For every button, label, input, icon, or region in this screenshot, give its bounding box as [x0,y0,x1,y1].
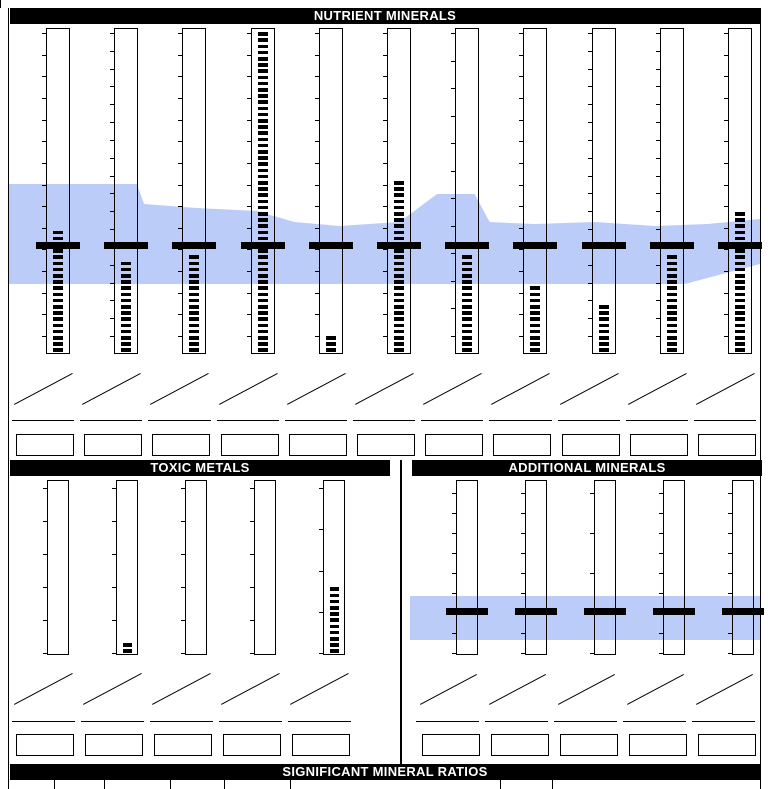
gauge-tube [732,480,754,655]
scale-tick-mark [383,120,387,121]
scale-tick-mark [659,653,663,654]
level-segment [330,625,339,629]
mineral-ratios-banner: SIGNIFICANT MINERAL RATIOS [10,764,760,780]
scale-tick-mark [112,653,116,654]
scale-tick-mark [112,488,116,489]
mineral-column-copper [351,0,419,789]
name-divider [83,673,142,705]
level-segment [394,317,404,321]
scale-tick-mark [43,587,47,588]
scale-tick-mark [383,293,387,294]
nutrient-minerals-banner: NUTRIENT MINERALS [10,8,760,24]
name-underline [288,721,351,722]
level-segment [394,224,404,228]
ideal-marker [515,608,557,615]
scale-tick-mark [659,513,663,514]
level-segment [394,330,404,334]
level-segment [330,637,339,641]
name-underline [623,721,686,722]
name-underline [554,721,617,722]
scale-tick-mark [521,553,525,554]
scale-tick-mark [250,521,254,522]
scale-tick-mark [181,587,185,588]
level-segment [394,293,404,297]
level-segment [394,206,404,210]
level-segment [394,324,404,328]
scale-tick-mark [319,529,323,530]
level-segment [394,348,404,352]
name-underline [485,721,548,722]
scale-tick-mark [452,513,456,514]
scale-tick-mark [452,633,456,634]
mineral-column-arsenic [217,0,286,789]
scale-tick-mark [728,593,732,594]
level-segment [394,181,404,185]
scale-tick-mark [590,533,594,534]
level-segment [394,311,404,315]
scale-tick-mark [728,493,732,494]
level-segment [394,342,404,346]
scale-tick-mark [590,493,594,494]
scale-tick-mark [250,620,254,621]
scale-tick-mark [383,336,387,337]
previous-test-value [422,734,480,756]
scale-tick-mark [521,533,525,534]
previous-test-value [85,734,143,756]
scale-tick-mark [590,573,594,574]
name-underline [692,721,755,722]
level-segment [394,193,404,197]
previous-test-value [629,734,687,756]
previous-test-value [292,734,350,756]
level-segment [394,336,404,340]
level-segment [394,218,404,222]
level-segment [123,643,132,647]
mineral-column-boron [690,0,759,789]
scale-tick-mark [728,513,732,514]
scale-tick-mark [659,593,663,594]
scale-tick-mark [383,76,387,77]
scale-tick-mark [383,249,387,250]
additional-minerals-banner: ADDITIONAL MINERALS [412,460,762,476]
scale-tick-mark [383,33,387,34]
scale-tick-mark [521,633,525,634]
gauge-tube [185,480,207,655]
name-divider [627,674,684,705]
scale-tick-mark [250,554,254,555]
ideal-marker [722,608,764,615]
mineral-column-cobalt [483,0,552,789]
scale-tick-mark [181,653,185,654]
scale-tick-mark [452,553,456,554]
scale-tick-mark [383,55,387,56]
gauge-tube [456,480,478,655]
ideal-marker [653,608,695,615]
scale-tick-mark [659,633,663,634]
level-segment [123,649,132,653]
name-underline [81,721,144,722]
name-divider [221,673,280,705]
scale-tick-mark [112,521,116,522]
level-segment [394,299,404,303]
scale-tick-mark [521,593,525,594]
gauge-tube [663,480,685,655]
scale-tick-mark [728,653,732,654]
mineral-column-mercury [79,0,148,789]
scale-tick-mark [659,493,663,494]
scale-tick-mark [383,141,387,142]
mineral-column-nickel [414,0,483,789]
scale-tick-mark [452,573,456,574]
scale-tick-mark [728,553,732,554]
level-segment [394,262,404,266]
level-segment [394,255,404,259]
level-segment [394,274,404,278]
scale-tick-mark [319,488,323,489]
scale-tick-mark [521,493,525,494]
name-underline [12,721,75,722]
gauge-tube [323,480,345,655]
name-divider [420,674,477,705]
previous-test-value [698,734,756,756]
scale-tick-mark [728,533,732,534]
name-divider [14,673,73,705]
level-segment [394,268,404,272]
name-divider [355,373,414,405]
name-divider [489,674,546,705]
scale-tick-mark [319,612,323,613]
scale-tick-mark [383,185,387,186]
scale-tick-mark [659,553,663,554]
level-segment [394,249,404,253]
level-segment [394,286,404,290]
level-segment [330,606,339,610]
scale-tick-mark [659,573,663,574]
name-divider [696,674,753,705]
level-segment [330,649,339,653]
scale-tick-mark [319,571,323,572]
level-segment [394,231,404,235]
level-segment [394,212,404,216]
scale-tick-mark [383,228,387,229]
scale-tick-mark [43,521,47,522]
scale-tick-mark [250,488,254,489]
gauge-tube [116,480,138,655]
mineral-column-lithium [621,0,690,789]
ideal-marker [446,608,488,615]
level-segment [330,631,339,635]
level-segment [394,237,404,241]
scale-tick-mark [383,314,387,315]
previous-test-value [560,734,618,756]
ideal-marker [584,608,626,615]
scale-tick-mark [590,653,594,654]
level-segment [394,305,404,309]
scale-tick-mark [250,587,254,588]
scale-tick-mark [521,653,525,654]
name-underline [219,721,282,722]
previous-test-value [154,734,212,756]
scale-tick-mark [659,533,663,534]
scale-tick-mark [181,620,185,621]
scale-tick-mark [383,163,387,164]
mineral-column-cadmium [148,0,217,789]
level-segment [330,612,339,616]
previous-test-value [357,434,415,456]
level-segment [394,243,404,247]
gauge-tube [47,480,69,655]
scale-tick-mark [181,521,185,522]
gauge-tube [525,480,547,655]
scale-tick-mark [452,593,456,594]
scale-tick-mark [112,620,116,621]
name-divider [290,673,349,705]
mineral-column-aluminum [286,0,355,789]
level-segment [330,594,339,598]
scale-tick-mark [43,488,47,489]
level-segment [330,600,339,604]
level-segment [330,587,339,591]
scale-tick-mark [728,573,732,574]
scale-tick-mark [181,554,185,555]
name-underline [353,420,415,421]
toxic-metals-banner: TOXIC METALS [10,460,390,476]
scale-tick-mark [728,633,732,634]
gauge-tube [254,480,276,655]
scale-tick-mark [521,513,525,514]
previous-test-value [223,734,281,756]
scale-tick-mark [452,533,456,534]
scale-tick-mark [452,653,456,654]
scale-tick-mark [383,206,387,207]
level-segment [330,618,339,622]
level-segment [394,280,404,284]
mineral-column-lead [10,0,79,789]
scale-tick-mark [43,653,47,654]
scale-tick-mark [112,587,116,588]
level-segment [330,643,339,647]
scale-tick-mark [383,98,387,99]
level-segment [394,200,404,204]
name-underline [416,721,479,722]
scale-tick-mark [452,493,456,494]
scale-tick-mark [43,554,47,555]
name-divider [152,673,211,705]
scale-tick-mark [250,653,254,654]
previous-test-value [16,734,74,756]
scale-tick-mark [319,653,323,654]
scale-tick-mark [383,271,387,272]
previous-test-value [491,734,549,756]
scale-tick-mark [181,488,185,489]
scale-tick-mark [521,573,525,574]
name-divider [558,674,615,705]
gauge-tube [594,480,616,655]
scale-tick-mark [112,554,116,555]
mineral-column-molybdenum [552,0,621,789]
scale-tick-mark [43,620,47,621]
level-segment [394,187,404,191]
name-underline [150,721,213,722]
